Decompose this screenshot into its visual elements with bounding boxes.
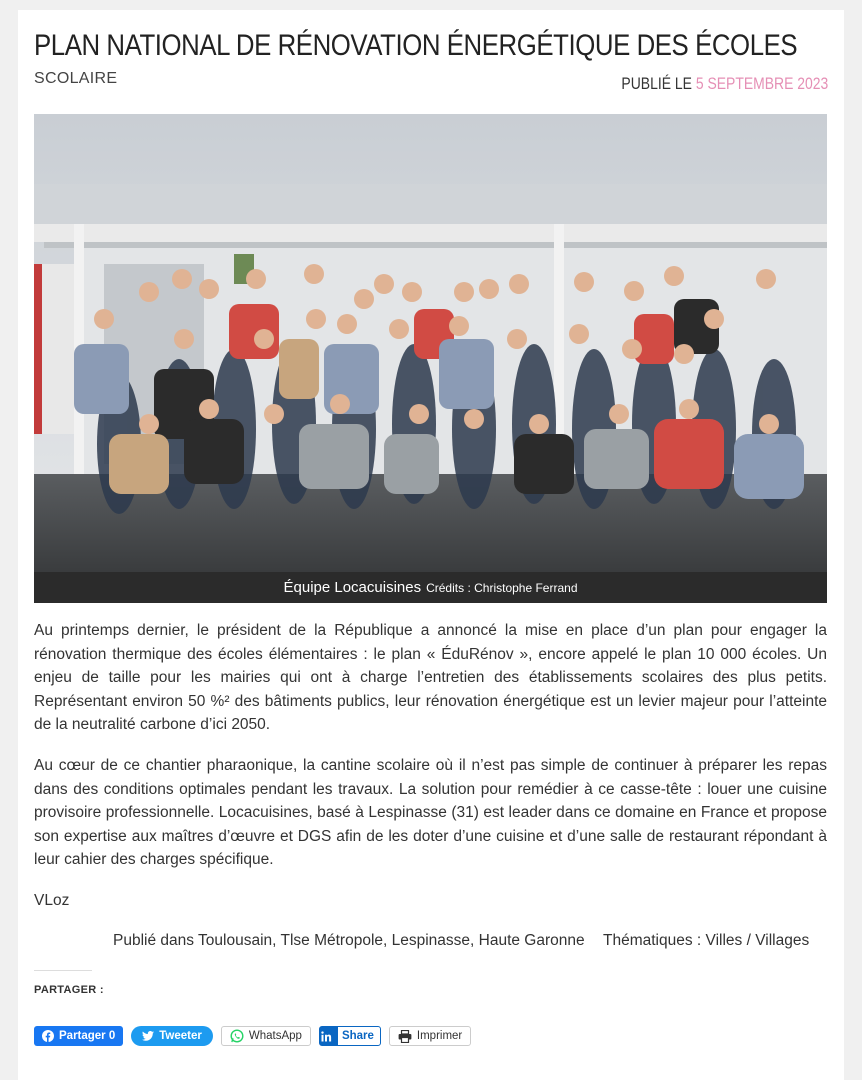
print-label: Imprimer bbox=[416, 1030, 463, 1042]
image-caption bbox=[34, 572, 827, 603]
whatsapp-share-label: WhatsApp bbox=[248, 1030, 302, 1042]
caption-text: Équipe Locacuisines bbox=[283, 579, 422, 596]
twitter-share-label: Tweeter bbox=[159, 1030, 202, 1042]
published-date-value[interactable]: 5 SEPTEMBRE 2023 bbox=[695, 74, 828, 93]
linkedin-share-button[interactable] bbox=[319, 1026, 381, 1046]
published-in-links[interactable]: Toulousain, Tlse Métropole, Lespinasse, Haute Garonne bbox=[198, 932, 585, 949]
article-author: VLoz bbox=[34, 892, 70, 909]
whatsapp-icon bbox=[230, 1029, 244, 1043]
facebook-icon bbox=[42, 1030, 54, 1042]
article-figure bbox=[34, 114, 827, 603]
article-meta bbox=[113, 932, 809, 950]
twitter-bird-icon bbox=[142, 1031, 154, 1041]
article-card bbox=[18, 10, 844, 1080]
facebook-share-button[interactable] bbox=[34, 1026, 123, 1046]
facebook-share-label: Partager 0 bbox=[59, 1030, 116, 1042]
linkedin-icon bbox=[320, 1027, 338, 1045]
article-title: PLAN NATIONAL DE RÉNOVATION ÉNERGÉTIQUE DES ÉCOLES bbox=[34, 29, 798, 62]
published-prefix: PUBLIÉ LE bbox=[621, 74, 692, 93]
share-buttons bbox=[34, 1026, 471, 1048]
whatsapp-share-button[interactable] bbox=[221, 1026, 311, 1046]
linkedin-share-label: Share bbox=[341, 1030, 374, 1042]
published-date bbox=[621, 74, 828, 94]
printer-icon bbox=[398, 1030, 412, 1043]
caption-credits: Crédits : Christophe Ferrand bbox=[426, 580, 578, 595]
published-in-label: Publié dans bbox=[113, 932, 195, 949]
article-paragraph: Au printemps dernier, le président de la République a annoncé la mise en place d’un plan pour engager la rénovation thermique des écoles élémentaires : le plan « ÉduRénov », encore appelé le plan 10 000 écoles. Un enjeu de taille pour les mairies qui ont à charge l’entretien des établissements scolaires des plus petits. Représentant environ 50 %² des bâtiments publics, leur rénovation énergétique est un levier majeur pour l’atteinte de la neutralité carbone d’ici 2050. bbox=[34, 622, 827, 733]
themes-label: Thématiques : bbox=[602, 932, 702, 949]
share-divider bbox=[34, 970, 92, 971]
twitter-share-button[interactable] bbox=[131, 1026, 213, 1046]
print-button[interactable] bbox=[389, 1026, 471, 1046]
article-paragraph: Au cœur de ce chantier pharaonique, la cantine scolaire où il n’est pas simple de continuer à préparer les repas dans des conditions optimales pendant les travaux. La solution pour remédier à ce casse-tête : louer une cuisine provisoire professionnelle. Locacuisines, basé à Lespinasse (31) est leader dans ce domaine en France et propose son expertise aux maîtres d’œuvre et DGS afin de les doter d’une cuisine et d’une salle de restaurant répondant à leur cahier des charges spécifique. bbox=[34, 757, 827, 868]
themes-links[interactable]: Villes / Villages bbox=[705, 932, 810, 949]
share-label: PARTAGER : bbox=[34, 984, 104, 996]
article-category[interactable]: SCOLAIRE bbox=[34, 70, 118, 87]
team-photo bbox=[34, 114, 827, 572]
